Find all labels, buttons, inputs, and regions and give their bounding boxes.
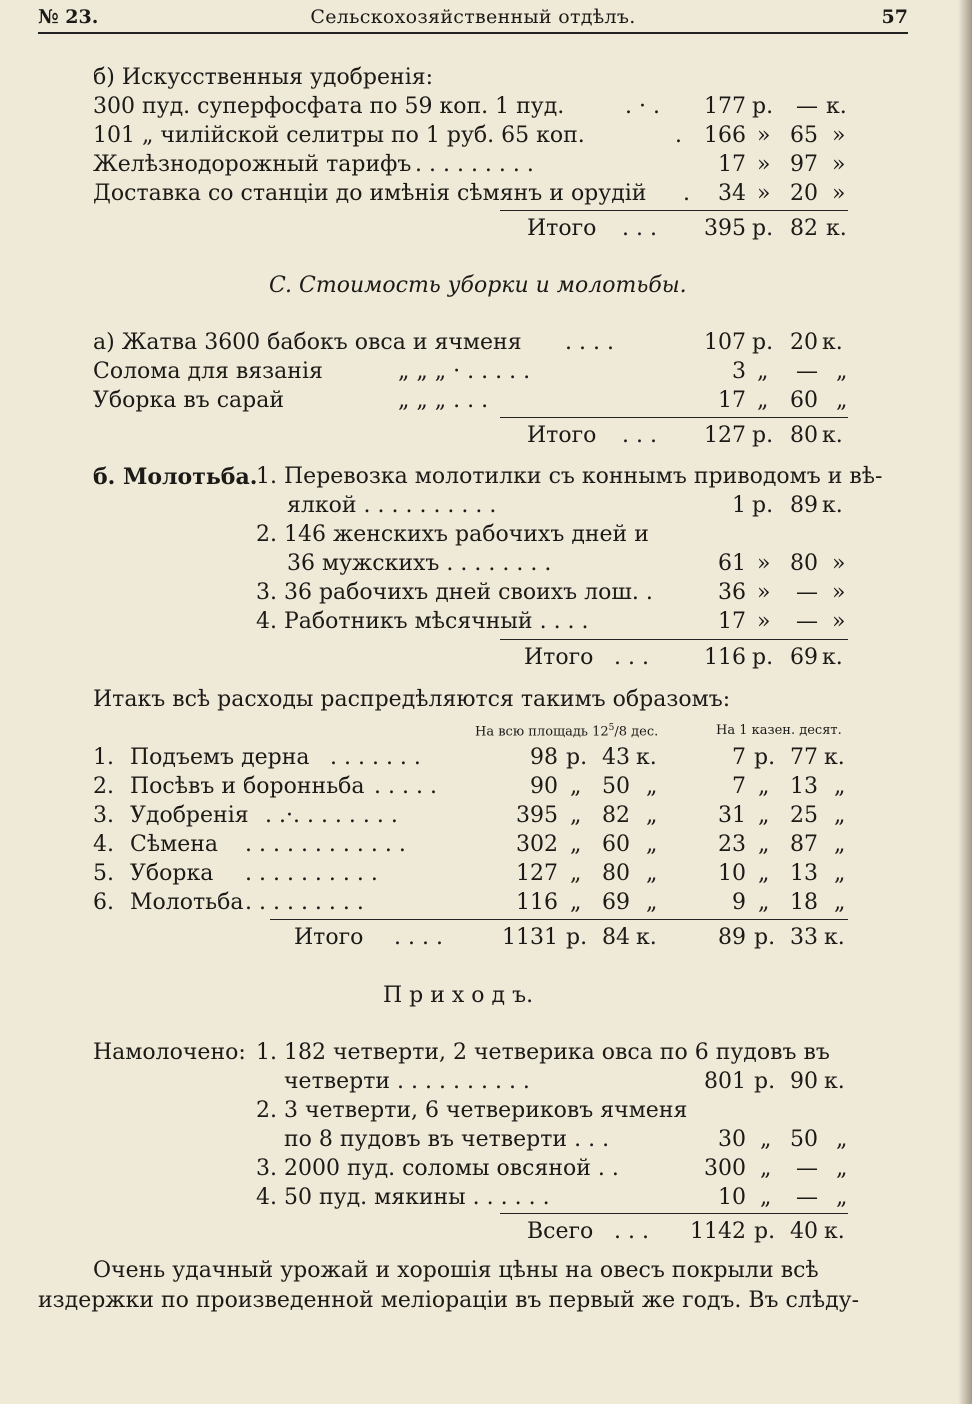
harvest-title: C. Стоимость уборки и молотьбы. — [269, 273, 687, 298]
sum-rule — [500, 210, 848, 211]
fert-title: б) Искусственныя удобренія: — [93, 65, 434, 90]
sum-rule — [500, 639, 848, 640]
issue-number: № 23. — [38, 6, 99, 28]
page-edge-shadow — [958, 0, 972, 1404]
page-number: 57 — [881, 6, 908, 28]
section-title: Сельскохозяйственный отдѣлъ. — [310, 6, 636, 28]
summary-intro: Итакъ всѣ расходы распредѣляются такимъ образомъ: — [93, 687, 731, 712]
col-header-per-desiatina: На 1 казен. десят. — [716, 723, 842, 738]
running-header — [38, 6, 908, 34]
income-title: П р и х о д ъ. — [383, 983, 534, 1008]
document-page: № 23. Сельскохозяйственный отдѣлъ. 57 б) Искусственныя удобренія: 300 пуд. суперфосфата по 59 коп. 1 пуд. . · . 177 р. — к. 101 „ чилійской селитры по 1 руб. 65 коп. . 166 » 65 » Желѣзнодорожный тарифъ . . . . . . . . . 17 » 97 » Доставка со станціи до имѣнія сѣмянъ и орудій . 34 » 20 » Итого . . . 395 р. 82 к. C. Стоимость уборки и молотьбы. а) Жатва 3600 бабокъ овса и ячменя . . . . 107 р. 20 к. Солома для вязанія „ „ „ · . . . . . 3 „ — „ Уборка въ сарай „ „ „ . . . 17 „ 60 „ Итого . . . 127 р. 80 к. б. Молотьба. 1. Перевозка молотилки съ коннымъ приводомъ и вѣ- ялкой . . . . . . . . . . 1 р. 89 к. 2. 146 женскихъ рабочихъ дней и 36 мужскихъ . . . . . . . . 61 » 80 » 3. 36 рабочихъ дней своихъ лош. . 36 » — » 4. Работникъ мѣсячный . . . . 17 » — » Итого . . . 116 р. 69 к. Итакъ всѣ расходы распредѣляются такимъ образомъ: На всю площадь $12^5/8$ дес. На 1 казен. десят. 1. Подъемъ дерна . . . . . . . 98 р. 43 к. 7 р. 77 к. 2. Посѣвъ и боронньба . . . . . 90 „ 50 „ 7 „ 13 „ 3. Удобренія . .·. . . . . . . . 395 „ 82 „ 31 „ 25 „ 4. Сѣмена . . . . . . . . . . . . 302 „ 60 „ 23 „ 87 „ 5. Уборка . . . . . . . . . . 127 „ 80 „ 10 „ 13 „ 6. Молотьба . . . . . . . . . 116 „ 69 „ 9 „ 18 „ Итого . . . . 1131 р. 84 к. 89 р. 33 к. П р и х о д ъ. Намолочено: 1. 182 четверти, 2 четверика овса по 6 пудовъ въ четверти . . . . . . . . . . 801 р. 90 к. 2. 3 четверти, 6 четвериковъ ячменя по 8 пудовъ въ четверти . . . 30 „ 50 „ 3. 2000 пуд. соломы овсяной . . 300 „ — „ 4. 50 пуд. мякины . . . . . . 10 „ — „ Всего . . . 1142 р. 40 к. Очень удачный урожай и хорошія цѣны на овесъ покрыли всѣ издержки по произведенной меліораціи въ первый же годъ. Въ слѣду- — [0, 0, 972, 1404]
sum-rule — [500, 1213, 848, 1214]
income-label: Намолочено: — [93, 1040, 246, 1065]
threshing-label: б. Молотьба. — [93, 464, 258, 490]
col-header-total-area: На всю площадь $12^5/8$ дес. — [475, 723, 659, 740]
sum-rule — [500, 417, 848, 418]
sum-rule — [270, 919, 848, 920]
closing-paragraph-line: Очень удачный урожай и хорошія цѣны на овесъ покрыли всѣ — [93, 1258, 819, 1283]
closing-paragraph-line: издержки по произведенной меліораціи въ первый же годъ. Въ слѣду- — [38, 1288, 860, 1313]
